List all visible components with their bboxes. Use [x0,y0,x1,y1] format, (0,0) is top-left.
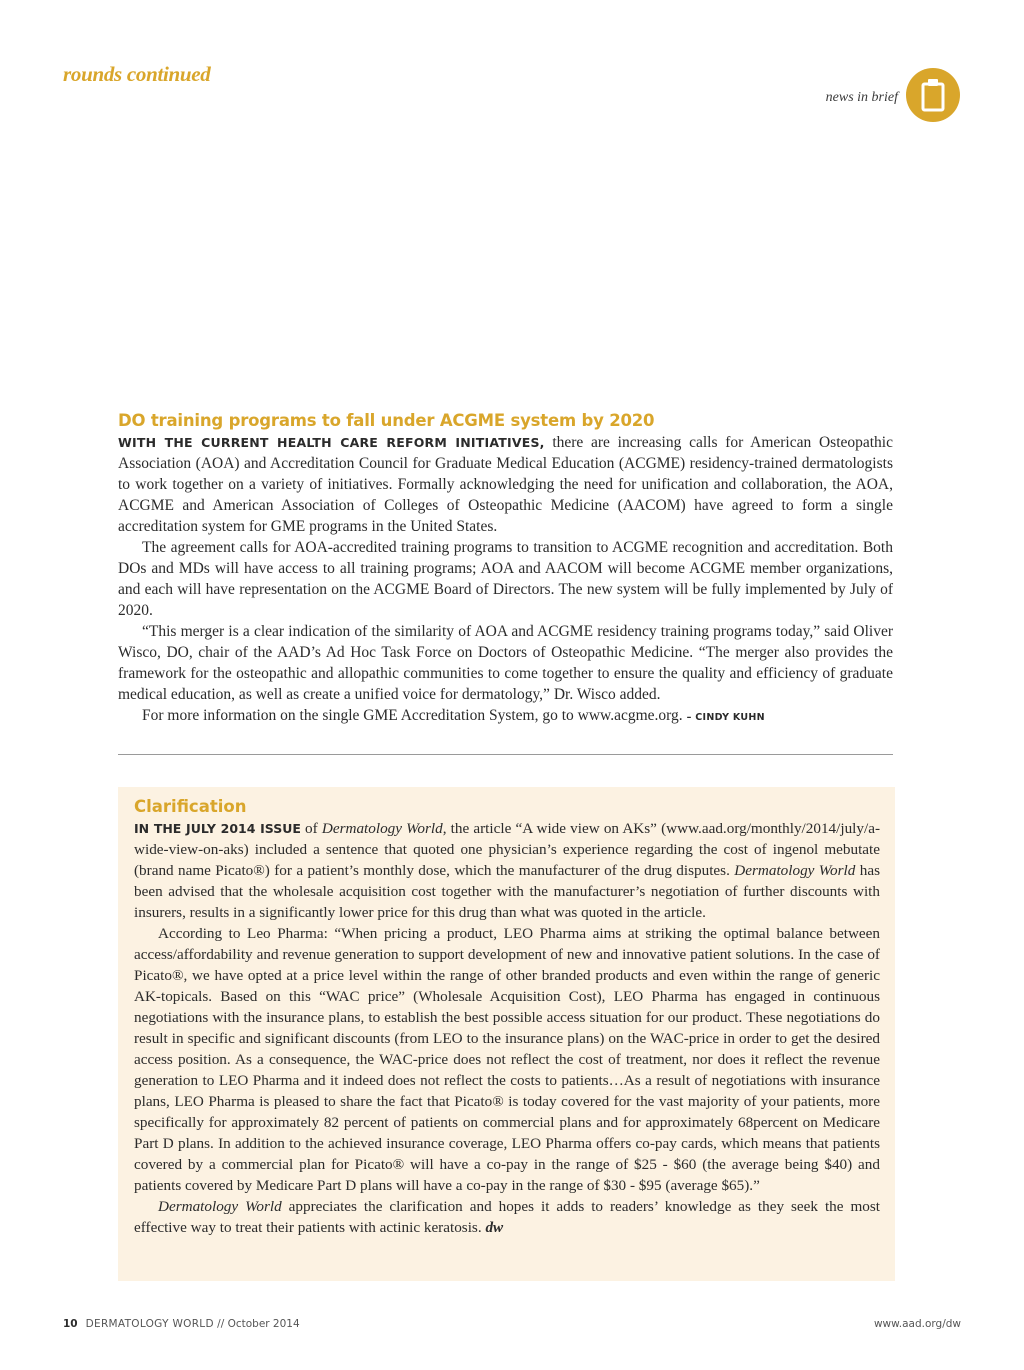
clarification-paragraph-2: According to Leo Pharma: “When pricing a product, LEO Pharma aims at striking the optimal balance between access/affordability and revenue generation to support development of new and innovative patient solutions. In the case of Picato®, we have opted at a price level within the range of other branded products and even within the range of generic AK-topicals. Based on this “WAC price” (Wholesale Acquisition Cost), LEO Pharma has engaged in continuous negotiations with the insurance plans, to establish the best possible access situation for our product. These negotiations do result in specific and significant discounts (from LEO to the insurance plans) on the WAC-price in order to get the desired access position. As a consequence, the WAC-price does not reflect the cost of treatment, nor does it reflect the revenue generation to LEO Pharma and it indeed does not reflect the costs to patients…As a result of negotiations with insurance plans, LEO Pharma is pleased to share the fact that Picato® is today covered for the vast majority of your patients, more specifically for approximately 82 percent of patients on commercial plans and for approximately 68percent on Medicare Part D plans. In addition to the achieved insurance coverage, LEO Pharma offers co-pay cards, which means that patients covered by a commercial plan for Picato® will have a co-pay in the range of $25 - $60 (the average being $40) and patients covered by Medicare Part D plans will have a co-pay in the range of $30 - $95 (average $65).” [134,925,880,1194]
clarification-p1-b: , the article “A wide view on AKs” (www.aad.org/monthly/2014/july/a-wide-view-on-aks) included a sentence that quoted one physician’s experience regarding the cost of ingenol mebutate (brand name Picato®) for a patient’s monthly dose, which the manufacturer of the drug disputes. [134,820,880,879]
article-do-training [118,411,893,728]
article-paragraph-1 [118,432,893,537]
article-paragraph-3: “This merger is a clear indication of the similarity of AOA and ACGME residency training programs today,” said Oliver Wisco, DO, chair of the AAD’s Ad Hoc Task Force on Doctors of Osteopathic Medicine. “The merger also provides the framework for the osteopathic and allopathic communities to come together to ensure the quality and efficiency of graduate medical education, as well as create a unified voice for dermatology,” Dr. Wisco added. [118,623,893,703]
clarification-lead: IN THE JULY 2014 ISSUE [134,821,301,836]
article-body [118,432,893,728]
magazine-name: Dermatology World [158,1198,282,1215]
magazine-name: Dermatology World [321,820,443,837]
section-label: rounds continued [63,62,211,86]
footer-left [63,1318,300,1330]
page-number: 10 [63,1318,78,1330]
article-lead: WITH THE CURRENT HEALTH CARE REFORM INITIATIVES, [118,435,545,450]
footer-issue: // October 2014 [213,1318,300,1330]
news-in-brief-label: news in brief [825,90,898,105]
magazine-name: Dermatology World [734,862,856,879]
news-badge [906,68,960,122]
clarification-p1-a: of [300,820,322,837]
footer-magazine: DERMATOLOGY WORLD [85,1318,214,1330]
clipboard-icon [906,68,960,122]
clarification-paragraph-1 [134,818,880,923]
article-paragraph-2: The agreement calls for AOA-accredited training programs to transition to ACGME recognition and accreditation. Both DOs and MDs will have access to all training programs; AOA and AACOM will become ACGME member organizations, and each will have representation on the ACGME Board of Directors. The new system will be fully implemented by July of 2020. [118,539,893,619]
clarification-title: Clarification [134,797,247,816]
article-paragraph-4 [118,705,893,728]
clarification-paragraph-3 [134,1196,880,1238]
clarification-body [134,818,880,1238]
article-title: DO training programs to fall under ACGME system by 2020 [118,411,655,430]
clarification-box [118,787,895,1281]
clarification-p3-text: appreciates the clarification and hopes it adds to readers’ knowledge as they seek the most effective way to treat their patients with actinic keratosis. [134,1198,880,1236]
dw-signature: dw [485,1219,504,1236]
footer-url[interactable]: www.aad.org/dw [873,1318,961,1330]
clarification-p1-c: has been advised that the wholesale acquisition cost together with the manufacturer’s negotiation of further discounts with insurers, results in a significantly lower price for this drug than what was quoted in the article. [134,862,881,921]
section-divider [118,754,893,755]
article-p1-text: there are increasing calls for American Osteopathic Association (AOA) and Accreditation Council for Graduate Medical Education (ACGME) residency-trained dermatologists to work together on a variety of initiatives. Formally acknowledging the need for unification and collaboration, the AOA, ACGME and American Association of Colleges of Osteopathic Medicine (AACOM) have agreed to form a single accreditation system for GME programs in the United States. [118,434,893,535]
article-byline: – CINDY KUHN [686,712,765,723]
article-p4-text: For more information on the single GME Accreditation System, go to www.acgme.org. [142,707,687,724]
